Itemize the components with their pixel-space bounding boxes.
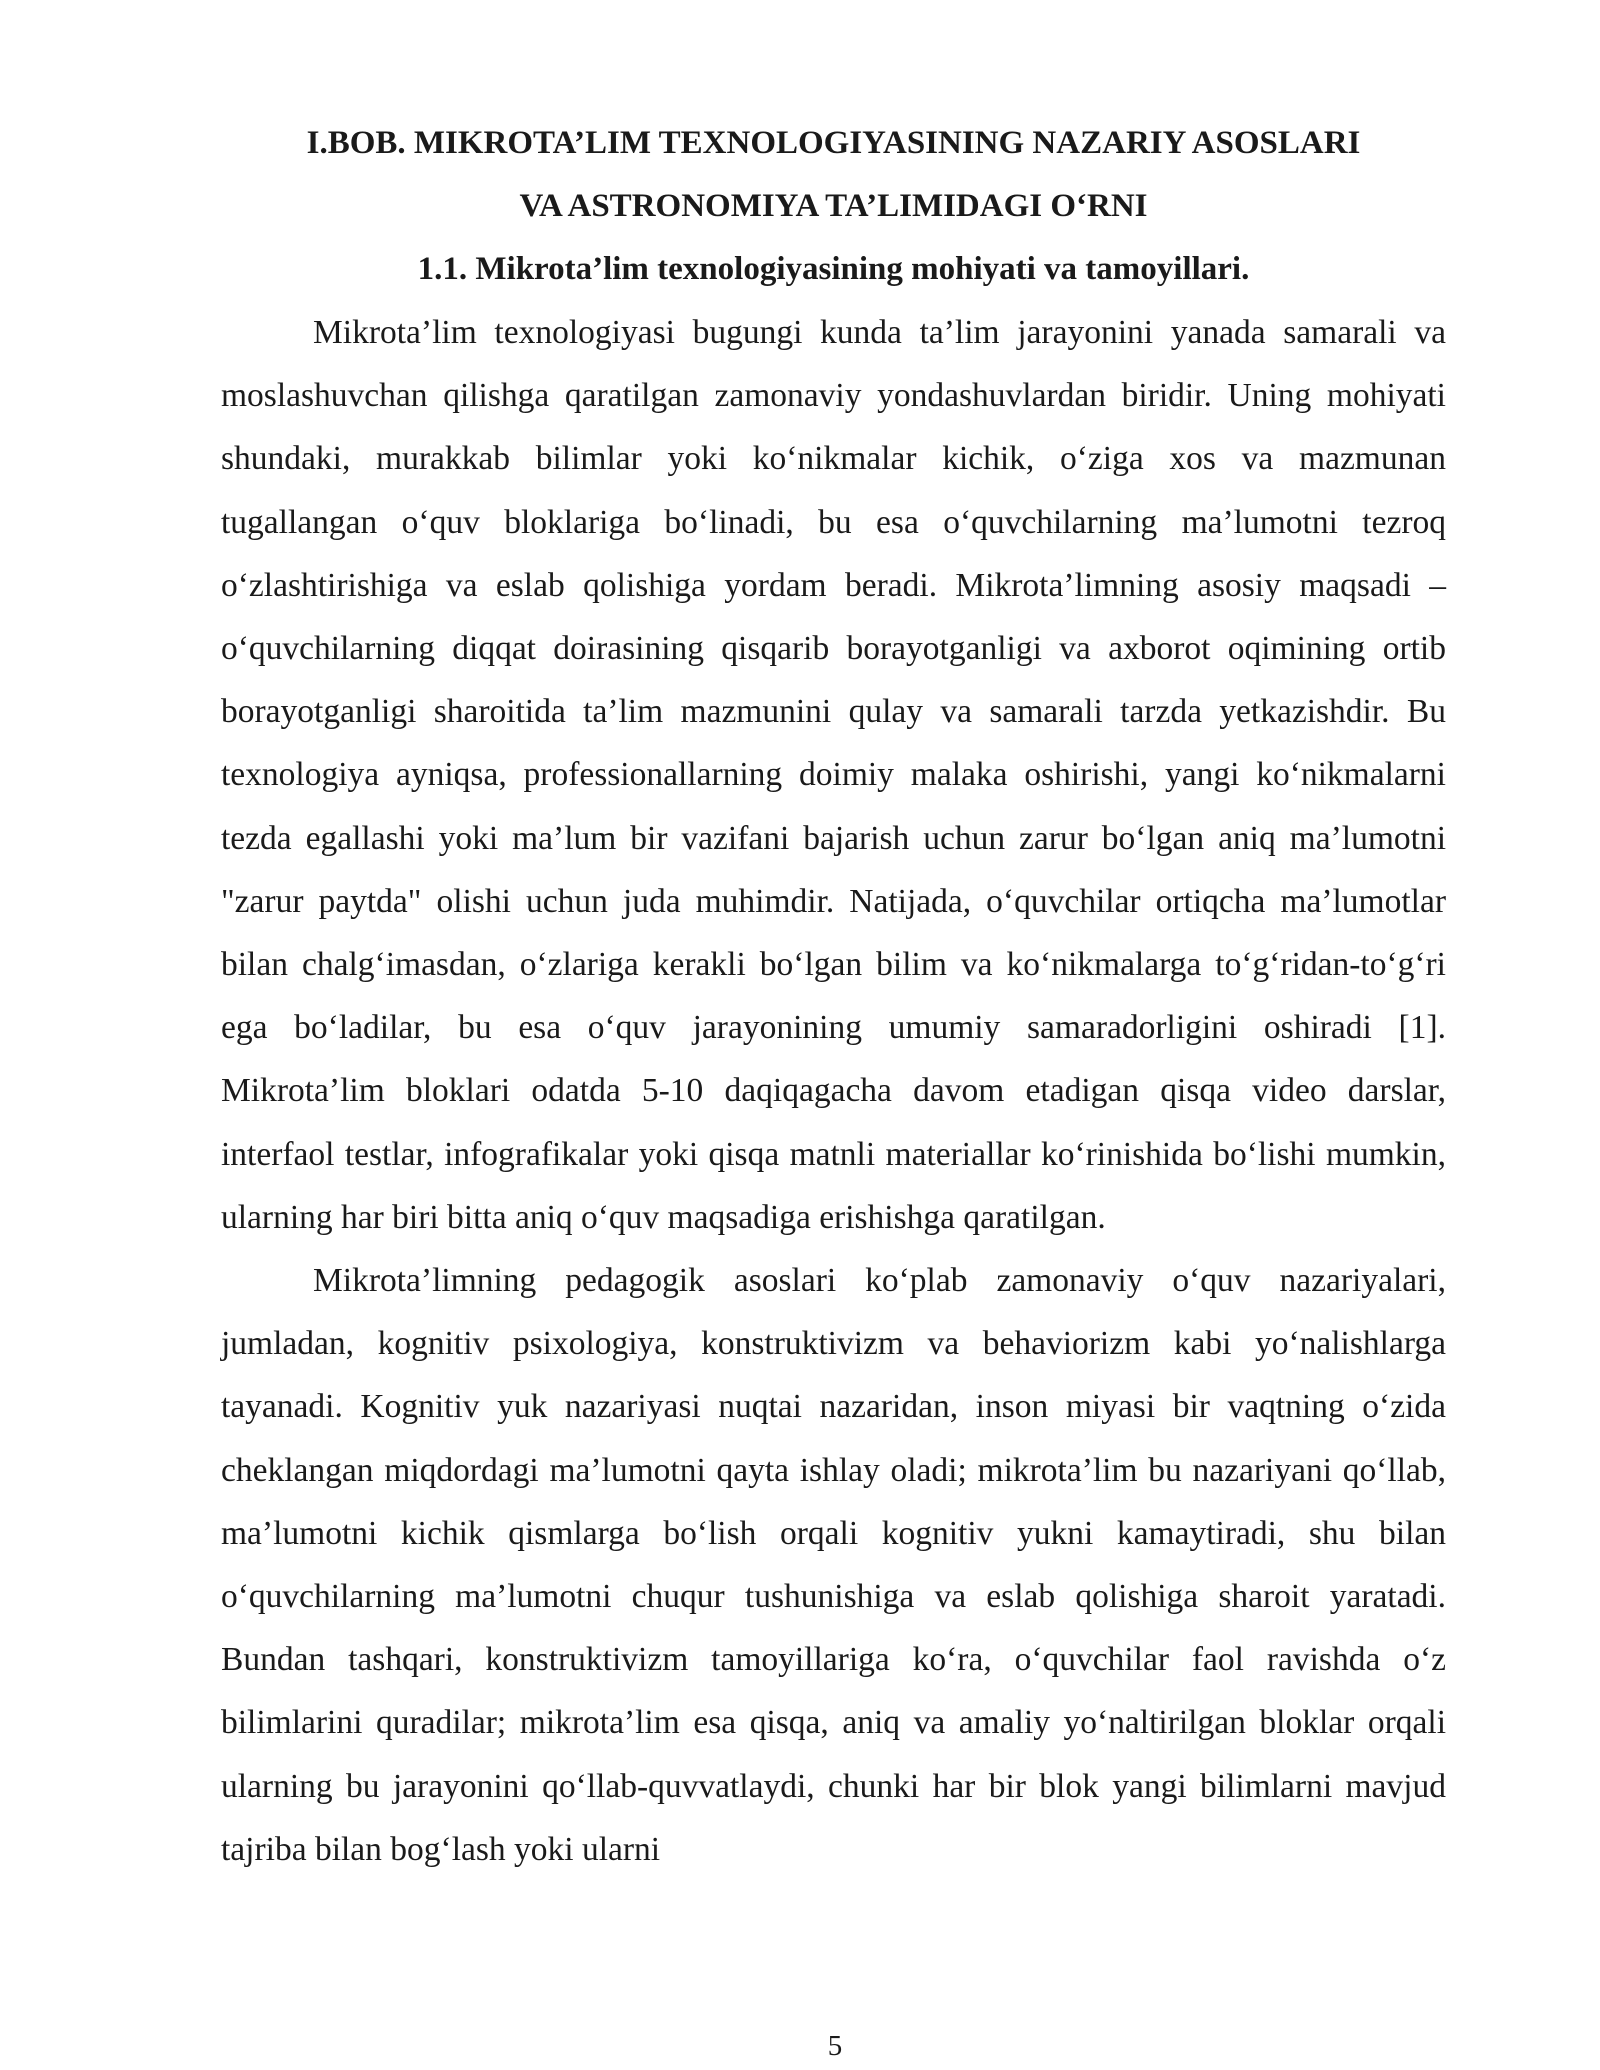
- paragraph-1: Mikrota’lim texnologiyasi bugungi kunda ta’lim jarayonini yanada samarali va moslashuvchan qilishga qaratilgan zamonaviy yondashuvlardan biridir. Uning mohiyati shundaki, murakkab bilimlar yoki ko‘nikmalar kichik, o‘ziga xos va mazmunan tugallangan o‘quv bloklariga bo‘linadi, bu esa o‘quvchilarning ma’lumotni tezroq o‘zlashtirishiga va eslab qolishiga yordam beradi. Mikrota’limning asosiy maqsadi – o‘quvchilarning diqqat doirasining qisqarib borayotganligi va axborot oqimining ortib borayotganligi sharoitida ta’lim mazmunini qulay va samarali tarzda yetkazishdir. Bu texnologiya ayniqsa, professionallarning doimiy malaka oshirishi, yangi ko‘nikmalarni tezda egallashi yoki ma’lum bir vazifani bajarish uchun zarur bo‘lgan aniq ma’lumotni "zarur paytda" olishi uchun juda muhimdir. Natijada, o‘quvchilar ortiqcha ma’lumotlar bilan chalg‘imasdan, o‘zlariga kerakli bo‘lgan bilim va ko‘nikmalarga to‘g‘ridan-to‘g‘ri ega bo‘ladilar, bu esa o‘quv jarayonining umumiy samaradorligini oshiradi [1]. Mikrota’lim bloklari odatda 5-10 daqiqagacha davom etadigan qisqa video darslar, interfaol testlar, infografikalar yoki qisqa matnli materiallar ko‘rinishida bo‘lishi mumkin, ularning har biri bitta aniq o‘quv maqsadiga erishishga qaratilgan.: [221, 314, 1446, 1236]
- section-title: 1.1. Mikrota’lim texnologiyasining mohiyati va tamoyillari.: [417, 251, 1250, 287]
- paragraph-2: Mikrota’limning pedagogik asoslari ko‘plab zamonaviy o‘quv nazariyalari, jumladan, kognitiv psixologiya, konstruktivizm va behaviorizm kabi yo‘nalishlarga tayanadi. Kognitiv yuk nazariyasi nuqtai nazaridan, inson miyasi bir vaqtning o‘zida cheklangan miqdordagi ma’lumotni qayta ishlay oladi; mikrota’lim bu nazariyani qo‘llab, ma’lumotni kichik qismlarga bo‘lish orqali kognitiv yukni kamaytiradi, shu bilan o‘quvchilarning ma’lumotni chuqur tushunishiga va eslab qolishiga sharoit yaratadi. Bundan tashqari, konstruktivizm tamoyillariga ko‘ra, o‘quvchilar faol ravishda o‘z bilimlarini quradilar; mikrota’lim esa qisqa, aniq va amaliy yo‘naltirilgan bloklar orqali ularning bu jarayonini qo‘llab-quvvatlaydi, chunki har bir blok yangi bilimlarni mavjud tajriba bilan bog‘lash yoki ularni: [221, 1262, 1446, 1868]
- chapter-title: [221, 112, 1446, 238]
- page-number: 5: [827, 2030, 843, 2062]
- chapter-title-line-1: I.BOB. MIKROTA’LIM TEXNOLOGIYASINING NAZARIY ASOSLARI: [306, 125, 1361, 161]
- document-page: [221, 112, 1446, 1881]
- chapter-title-line-2: VA ASTRONOMIYA TA’LIMIDAGI O‘RNI: [519, 188, 1148, 224]
